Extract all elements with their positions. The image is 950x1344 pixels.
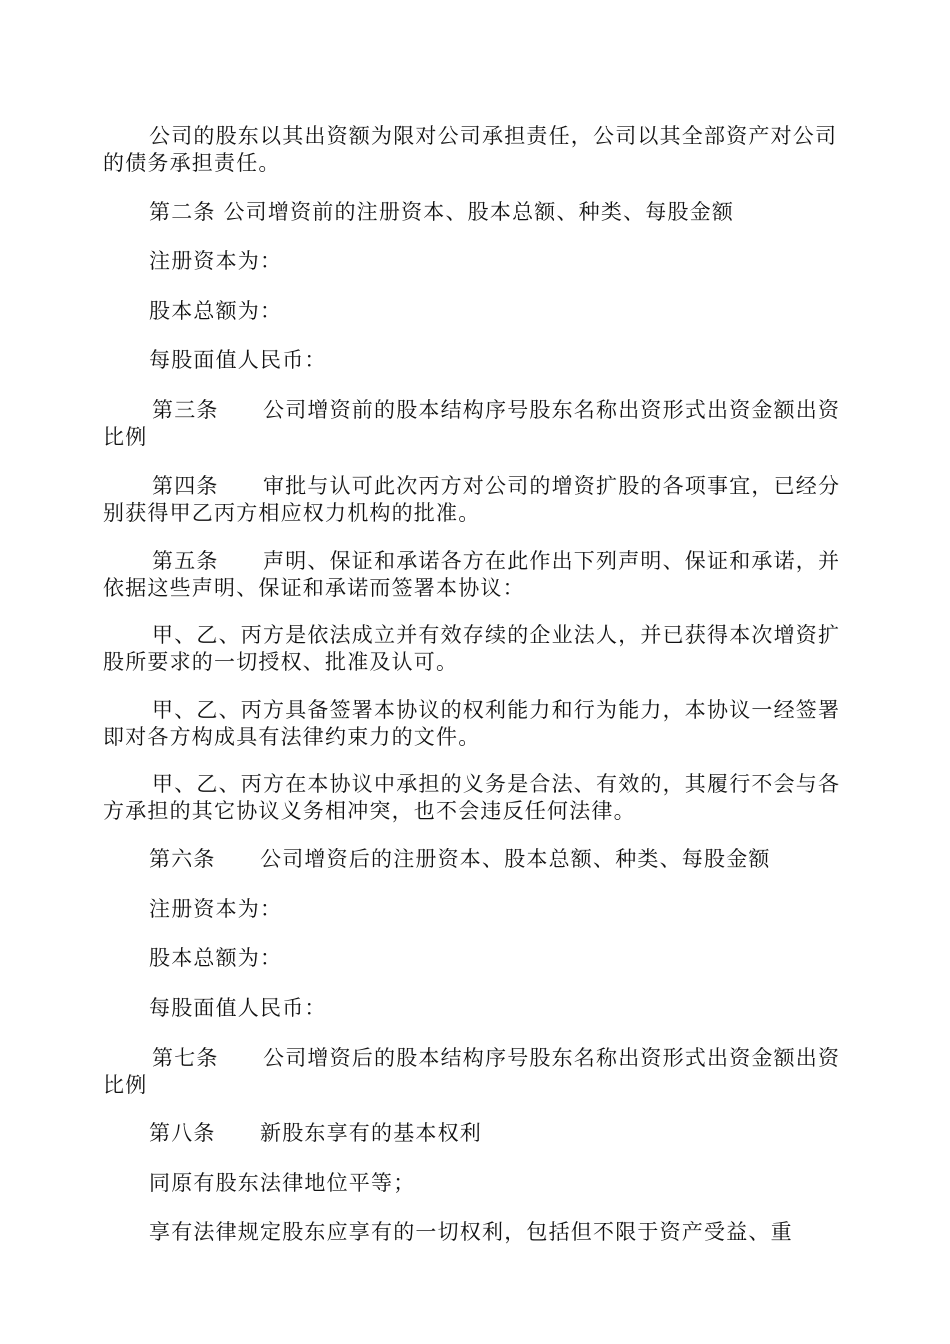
- field-registered-capital-before: 注册资本为：: [149, 249, 283, 273]
- heading-article-8: 第八条 新股东享有的基本权利: [149, 1121, 482, 1145]
- heading-article-6: 第六条 公司增资后的注册资本、股本总额、种类、每股金额: [149, 847, 771, 871]
- paragraph-representation-1: 甲、乙、丙方是依法成立并有效存续的企业法人，并已获得本次增资扩股所要求的一切授权、批准及认可。: [103, 623, 841, 674]
- paragraph-representation-2: 甲、乙、丙方具备签署本协议的权利能力和行为能力，本协议一经签署即对各方构成具有法律约束力的文件。: [103, 698, 841, 749]
- heading-article-5: 第五条 声明、保证和承诺各方在此作出下列声明、保证和承诺，并依据这些声明、保证和承诺而签署本协议：: [103, 549, 841, 600]
- heading-article-3: 第三条 公司增资前的股本结构序号股东名称出资形式出资金额出资比例: [103, 398, 841, 449]
- paragraph-liability: 公司的股东以其出资额为限对公司承担责任，公司以其全部资产对公司的债务承担责任。: [103, 124, 838, 175]
- paragraph-representation-3: 甲、乙、丙方在本协议中承担的义务是合法、有效的，其履行不会与各方承担的其它协议义务相冲突，也不会违反任何法律。: [103, 772, 841, 823]
- heading-article-4: 第四条 审批与认可此次丙方对公司的增资扩股的各项事宜，已经分别获得甲乙丙方相应权力机构的批准。: [103, 474, 841, 525]
- field-par-value-after: 每股面值人民币：: [149, 996, 327, 1020]
- field-total-share-capital-after: 股本总额为：: [149, 946, 283, 970]
- heading-article-2: 第二条 公司增资前的注册资本、股本总额、种类、每股金额: [149, 200, 735, 224]
- field-registered-capital-after: 注册资本为：: [149, 897, 283, 921]
- paragraph-shareholder-rights: 享有法律规定股东应享有的一切权利，包括但不限于资产受益、重: [149, 1220, 793, 1244]
- heading-article-7: 第七条 公司增资后的股本结构序号股东名称出资形式出资金额出资比例: [103, 1046, 841, 1097]
- field-par-value-before: 每股面值人民币：: [149, 348, 327, 372]
- paragraph-equal-status: 同原有股东法律地位平等；: [149, 1171, 416, 1195]
- field-total-share-capital-before: 股本总额为：: [149, 299, 283, 323]
